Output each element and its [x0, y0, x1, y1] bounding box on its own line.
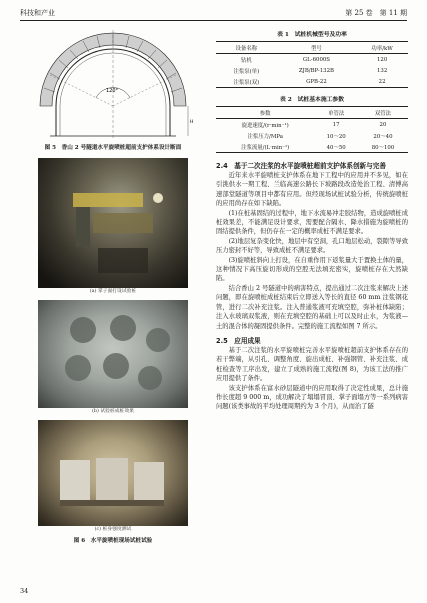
table-2-header: 参数 — [216, 107, 314, 119]
table-row — [216, 65, 408, 76]
figure-5-section-drawing — [20, 26, 206, 144]
table-cell: 注浆泵(双) — [216, 76, 277, 88]
tunnel-section-svg — [20, 26, 206, 144]
table-cell: 17 — [332, 121, 340, 128]
table-2-header: 单管法 — [314, 107, 358, 119]
table-cell: 80～100 — [358, 141, 408, 153]
dimension-label: H — [190, 120, 194, 125]
body-paragraph: 该支护体系在富水砂层隧道中的应用取得了决定性成果，总计施作长度超 9 000 m，成功解决了塌塌冒顶、掌子面塌方等一系列病害问题(该类事故的平均处理周期约为 3 个月)，从而治了隧 — [216, 384, 408, 411]
table-cell: GL-6000S — [302, 56, 330, 63]
section-2-5-heading: 2.5 应用成果 — [216, 336, 261, 345]
body-paragraph: 近年来水平旋喷桩支护体系在地下工程中的应用并不多见，如在引洮供水一期工程、兰临高速公路长下坡路段改造处治工程、清傅高速部堂隧道等项目中都有应用。但经现场试桩试验分析，传统旋喷桩的应用尚存在如下缺陷。 — [216, 172, 408, 208]
table-1-caption: 表 1 试桩机械型号及功率 — [277, 32, 347, 38]
table-row — [216, 54, 408, 66]
photo-strength-test — [38, 420, 188, 526]
table-cell: 10～20 — [326, 133, 346, 140]
table-row — [216, 141, 408, 153]
table-1-header: 型号 — [277, 42, 357, 54]
figure-6a-caption: (a) 掌子面打设试验桩 — [89, 289, 137, 294]
journal-name: 科技和产业 — [20, 9, 55, 17]
running-header — [20, 8, 407, 20]
table-cell: 40～50 — [314, 141, 358, 153]
table-cell: 注浆泵(单) — [233, 68, 260, 75]
table-row — [216, 119, 408, 131]
body-paragraph: 结合香山 2 号隧道中的病害特点，提出通过二次注浆来解决上述问题，即在旋喷桩成桩结束后立即送入等长的直径 60 mm 注浆钢花管，进行二次补充注浆。注入普通浆液可充填空腔，弥补桩体缺陷；注入水玻璃双浆液，则在充填空腔的基础上可以及时止水，为浆液—土的混合体的凝固提供条件。完整的施工流程如图 7 所示。 — [216, 284, 408, 330]
table-cell: GPB-22 — [277, 76, 357, 88]
table-cell: 20 — [379, 121, 387, 128]
body-paragraph: (1)在桩基固结的过程中，地下水流易冲走胶结物，造成旋喷桩成桩效果差，不能满足设计要求，需要配合隔水、降水措施为旋喷桩的固结提供条件，但仍存在一定的概率成桩不满足要求。 — [216, 209, 408, 236]
photo-drilling-test-pile — [38, 158, 188, 288]
table-row — [216, 130, 408, 141]
table-2-caption: 表 2 试桩基本施工参数 — [279, 97, 345, 103]
figure-5-caption: 图 5 香山 2 号隧道水平旋喷桩超前支护体系设计断面 — [44, 145, 182, 151]
body-paragraph: (2)地层复杂变化快，地层中有空洞，孔口地层松动，裂隙等导致压力密封不好等，导致成桩不满足要求。 — [216, 237, 408, 255]
page-number: 34 — [20, 587, 29, 595]
table-cell: 注浆压力/MPa — [247, 133, 283, 140]
table-cell: ZJB/BP-132B — [298, 67, 334, 74]
table-cell: 旋进速度/(r·min⁻¹) — [241, 122, 289, 129]
photo-pile-effect — [38, 300, 188, 408]
table-2-header: 双管法 — [358, 107, 408, 119]
table-1-header: 功率/kW — [356, 42, 408, 54]
issue-info: 第 25 卷 第 11 期 — [345, 9, 407, 17]
table-2-parameters — [216, 106, 408, 153]
angle-label: 120° — [106, 88, 119, 94]
section-2-4-heading: 2.4 基于二次注浆的水平旋喷桩超前支护体系创新与完善 — [216, 162, 386, 170]
figure-6c-caption: (c) 桩身强度测试 — [94, 527, 132, 532]
figure-6b-caption: (b) 试验桩成桩效果 — [92, 409, 134, 414]
left-column — [20, 26, 206, 545]
table-cell: 22 — [356, 76, 408, 88]
table-cell: 钻机 — [240, 57, 252, 64]
figure-6-caption: 图 6 水平旋喷桩现场试桩试验 — [73, 538, 153, 544]
table-cell: 注浆流量/(L·min⁻¹) — [216, 141, 314, 153]
table-1-equipment — [216, 41, 408, 88]
table-cell: 20～40 — [373, 133, 393, 140]
body-paragraph: (3)旋喷桩斜向上打设，在自重作用下返浆量大于置换土体的量，这种情况下高压旋切形成的空腔无法填充密实，旋喷桩存在大然缺陷。 — [216, 256, 408, 283]
table-row — [216, 76, 408, 88]
body-paragraph: 基于二次注浆的水平旋喷桩完善水平旋喷桩超前支护体系存在的若干弊端，从引孔、调整角度、旋出成桩、补强钢管、补充注浆、成桩检查等工序出发，建立了成熟的施工流程(图 8)，为该工法的推广应用提供了条件。 — [216, 346, 408, 383]
table-1-header: 设备名称 — [216, 42, 277, 54]
right-column — [216, 26, 408, 412]
table-cell: 120 — [376, 56, 388, 63]
header-rule — [20, 20, 407, 21]
table-cell: 132 — [376, 67, 388, 74]
